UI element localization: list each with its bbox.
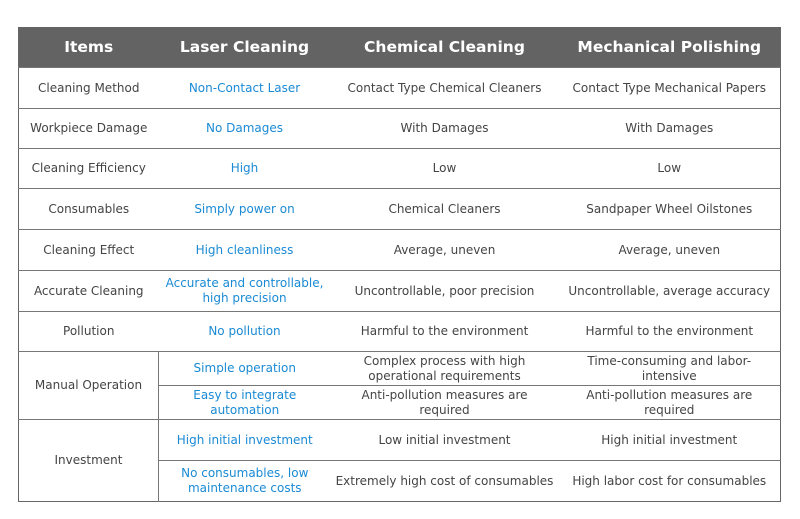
table-row xyxy=(19,68,781,109)
mechanical-cell: Contact Type Mechanical Papers xyxy=(559,68,781,109)
laser-cell: High cleanliness xyxy=(159,230,331,271)
header-row xyxy=(19,27,781,68)
mechanical-cell: Harmful to the environment xyxy=(559,312,781,352)
header-chemical: Chemical Cleaning xyxy=(331,27,559,68)
table-row xyxy=(19,230,781,271)
laser-cell: No Damages xyxy=(159,109,331,149)
row-label: Cleaning Efficiency xyxy=(19,149,159,189)
mechanical-cell: Sandpaper Wheel Oilstones xyxy=(559,189,781,230)
chemical-cell: Complex process with high operational requirements xyxy=(331,352,559,386)
mechanical-cell: Low xyxy=(559,149,781,189)
mechanical-cell: With Damages xyxy=(559,109,781,149)
row-label: Cleaning Effect xyxy=(19,230,159,271)
comparison-table xyxy=(18,27,781,502)
chemical-cell: Average, uneven xyxy=(331,230,559,271)
laser-cell: High xyxy=(159,149,331,189)
laser-cell: High initial investment xyxy=(159,420,331,461)
chemical-cell: Chemical Cleaners xyxy=(331,189,559,230)
table-row xyxy=(19,352,781,386)
chemical-cell: Contact Type Chemical Cleaners xyxy=(331,68,559,109)
laser-cell: No pollution xyxy=(159,312,331,352)
mechanical-cell: High initial investment xyxy=(559,420,781,461)
chemical-cell: Low initial investment xyxy=(331,420,559,461)
row-label: Accurate Cleaning xyxy=(19,271,159,312)
mechanical-cell: Anti-pollution measures are required xyxy=(559,386,781,420)
mechanical-cell: Time-consuming and labor-intensive xyxy=(559,352,781,386)
table-row xyxy=(19,271,781,312)
row-label: Consumables xyxy=(19,189,159,230)
laser-cell: Easy to integrate automation xyxy=(159,386,331,420)
mechanical-cell: Average, uneven xyxy=(559,230,781,271)
chemical-cell: With Damages xyxy=(331,109,559,149)
chemical-cell: Uncontrollable, poor precision xyxy=(331,271,559,312)
table-row xyxy=(19,420,781,461)
chemical-cell: Anti-pollution measures are required xyxy=(331,386,559,420)
row-label-investment: Investment xyxy=(19,420,159,502)
laser-cell: Accurate and controllable, high precision xyxy=(159,271,331,312)
row-label: Cleaning Method xyxy=(19,68,159,109)
chemical-cell: Extremely high cost of consumables xyxy=(331,461,559,502)
table-row xyxy=(19,312,781,352)
table-row xyxy=(19,149,781,189)
mechanical-cell: Uncontrollable, average accuracy xyxy=(559,271,781,312)
table-row xyxy=(19,189,781,230)
laser-cell: Simple operation xyxy=(159,352,331,386)
laser-cell: No consumables, low maintenance costs xyxy=(159,461,331,502)
row-label: Pollution xyxy=(19,312,159,352)
header-mechanical: Mechanical Polishing xyxy=(559,27,781,68)
header-laser: Laser Cleaning xyxy=(159,27,331,68)
laser-cell: Simply power on xyxy=(159,189,331,230)
row-label-manual-operation: Manual Operation xyxy=(19,352,159,420)
row-label: Workpiece Damage xyxy=(19,109,159,149)
mechanical-cell: High labor cost for consumables xyxy=(559,461,781,502)
table-row xyxy=(19,109,781,149)
laser-cell: Non-Contact Laser xyxy=(159,68,331,109)
chemical-cell: Harmful to the environment xyxy=(331,312,559,352)
header-items: Items xyxy=(19,27,159,68)
chemical-cell: Low xyxy=(331,149,559,189)
